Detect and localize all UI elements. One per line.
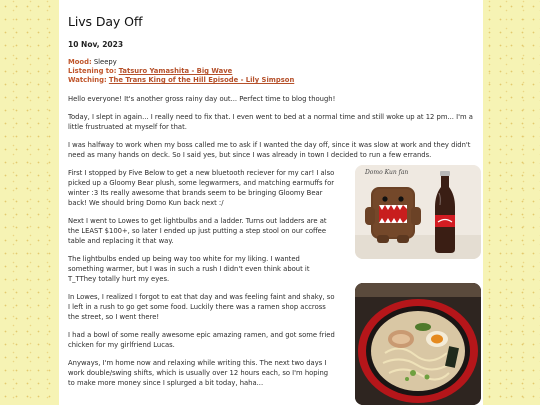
paragraph-fried-chicken: I had a bowl of some really awesome epic amazing ramen, and got some fried chicken for my girlfriend Lucas.	[68, 331, 335, 349]
paragraph-home: Anyways, I'm home now and relaxing while writing this. The next two days I work double/swing shifts, which is usually over 12 hours each, so I'm hoping to make more money since I splurged a bit today, haha...	[68, 359, 329, 387]
domo-kun-photo	[355, 165, 481, 259]
paragraph-lowes: Next I went to Lowes to get lightbulbs and a ladder. Turns out ladders are at the LEAST $100+, so later I ended up just putting a step stool on our coffee table and replacing it that way.	[68, 217, 327, 245]
mood-row	[68, 58, 474, 67]
post-date: 10 Nov, 2023	[68, 40, 124, 49]
listening-label: Listening to:	[68, 67, 117, 75]
paragraph-slept-in: Today, I slept in again... I really need to fix that. I even went to bed at a normal time and still woke up at 12 pm... I'm a little frustruated at myself for that.	[68, 113, 473, 131]
watching-link[interactable]: The Trans King of the Hill Episode - Lily Simpson	[108, 76, 295, 84]
paragraph-five-below: First I stopped by Five Below to get a new bluetooth reciever for my car! I also picked up a Gloomy Bear plush, some legwarmers, and matching earmuffs for winter :3 Its really awesome that brands seem to be bringing Gloomy Bear back! We should bring Domo Kun back next :/	[68, 169, 335, 207]
paragraph-intro: Hello everyone! It's another gross rainy day out... Perfect time to blog though!	[68, 95, 336, 103]
ramen-illustration	[355, 283, 481, 405]
paragraph-ramen-shop: In Lowes, I realized I forgot to eat that day and was feeling faint and shaky, so I left in a rush to go get some food. Luckily there was a ramen shop accross the street, so I went there!	[68, 293, 335, 321]
domo-kun-illustration	[355, 165, 481, 259]
post-title: Livs Day Off	[68, 14, 143, 29]
domo-caption: Domo Kun fan	[365, 169, 409, 176]
listening-row	[68, 67, 474, 76]
mood-value: Sleepy	[93, 58, 117, 66]
ramen-photo	[355, 283, 481, 405]
watching-row	[68, 76, 474, 85]
listening-link[interactable]: Tatsuro Yamashita - Big Wave	[118, 67, 233, 75]
blog-page	[59, 0, 483, 405]
mood-label: Mood:	[68, 58, 92, 66]
paragraph-lightbulbs: The lightbulbs ended up being way too white for my liking. I wanted something warmer, but I was in such a rush I didn't even think about it T_TThey totally hurt my eyes.	[68, 255, 310, 283]
paragraph-day-off: I was halfway to work when my boss called me to ask if I wanted the day off, since it was slow at work and they didn't need as many hands on deck. So I said yes, but since I was already in town I decided to run a few errands.	[68, 141, 471, 159]
post-meta	[68, 58, 474, 85]
watching-label: Watching:	[68, 76, 107, 84]
